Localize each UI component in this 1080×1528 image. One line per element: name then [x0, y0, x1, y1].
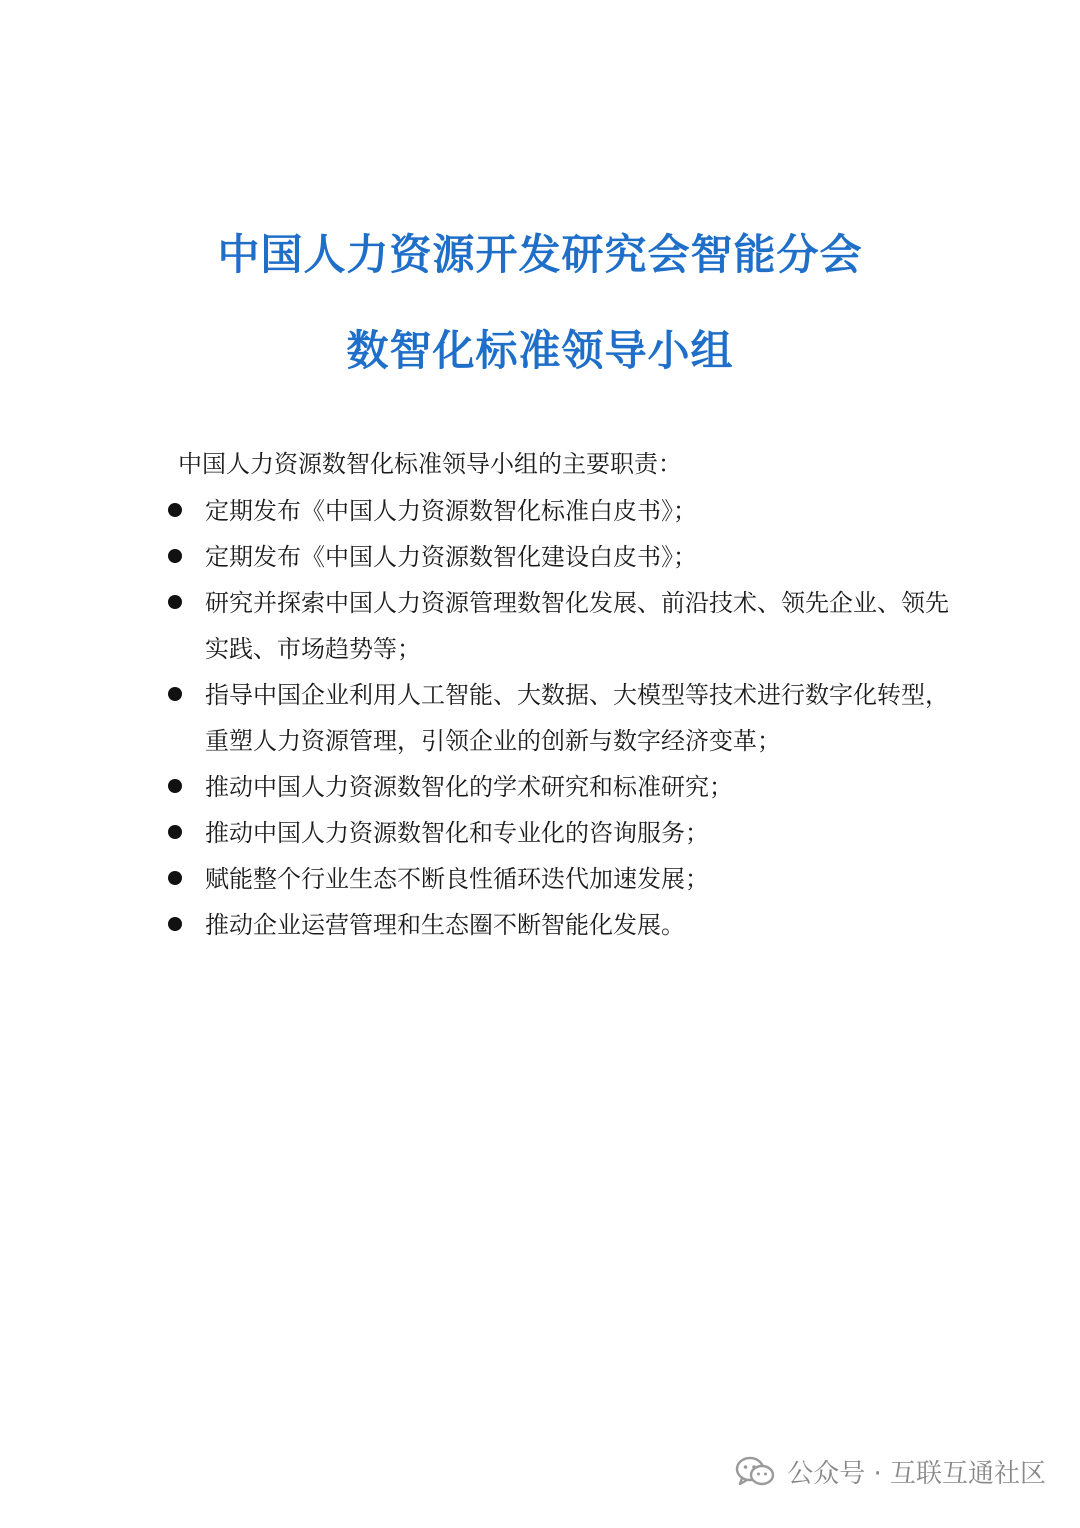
list-item [160, 534, 950, 580]
wechat-icon [735, 1456, 775, 1488]
list-item [160, 810, 950, 856]
list-item-text: 推动中国人力资源数智化的学术研究和标准研究； [205, 773, 733, 801]
bullet-icon [168, 825, 182, 839]
document-title-line-1: 中国人力资源开发研究会智能分会 [217, 230, 863, 279]
list-item [160, 902, 950, 948]
intro-paragraph: 中国人力资源数智化标准领导小组的主要职责： [178, 450, 682, 478]
list-item [160, 764, 950, 810]
watermark-footer [735, 1453, 1046, 1490]
list-item-text: 指导中国企业利用人工智能、大数据、大模型等技术进行数字化转型，重塑人力资源管理，引领企业的创新与数字经济变革； [205, 681, 949, 755]
list-item [160, 580, 950, 672]
list-item-text: 定期发布《中国人力资源数智化标准白皮书》； [205, 497, 697, 525]
list-item-text: 定期发布《中国人力资源数智化建设白皮书》； [205, 543, 697, 571]
list-item-text: 赋能整个行业生态不断良性循环迭代加速发展； [205, 865, 709, 893]
bullet-icon [168, 917, 182, 931]
bullet-icon [168, 595, 182, 609]
bullet-icon [168, 779, 182, 793]
bullet-icon [168, 549, 182, 563]
list-item [160, 672, 950, 764]
list-item [160, 488, 950, 534]
bullet-icon [168, 503, 182, 517]
list-item [160, 856, 950, 902]
bullet-icon [168, 871, 182, 885]
footer-account-text: 公众号 · 互联互通社区 [787, 1459, 1046, 1489]
document-title-line-2: 数智化标准领导小组 [346, 326, 734, 375]
responsibility-list [160, 488, 960, 948]
list-item-text: 推动企业运营管理和生态圈不断智能化发展。 [205, 911, 685, 939]
bullet-icon [168, 687, 182, 701]
list-item-text: 推动中国人力资源数智化和专业化的咨询服务； [205, 819, 709, 847]
list-item-text: 研究并探索中国人力资源管理数智化发展、前沿技术、领先企业、领先实践、市场趋势等； [205, 589, 949, 663]
